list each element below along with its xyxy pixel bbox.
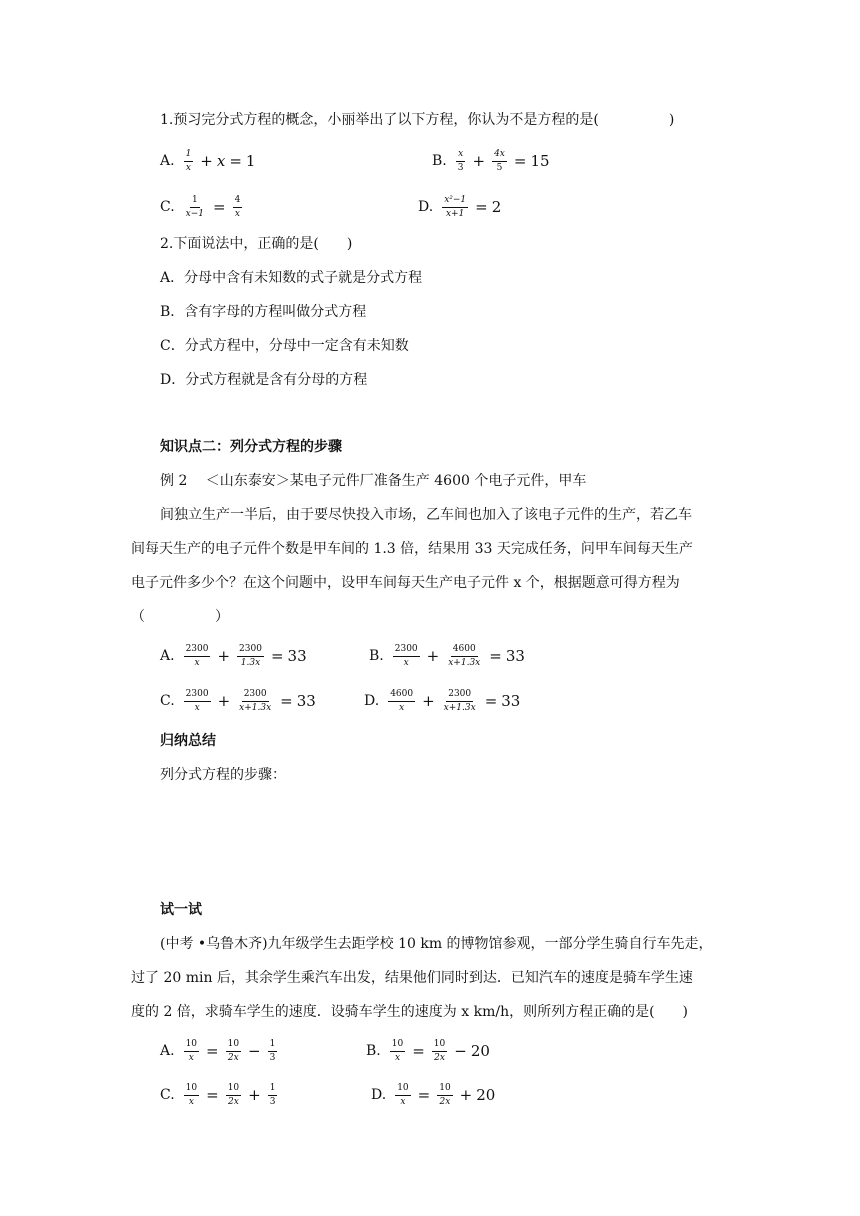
q1-option-c: C. $\frac{1}{x-1}$ = $\frac{4}{x}$	[160, 194, 241, 219]
try-option-d: D. $\frac{10}{x}$ = $\frac{10}{2x}$ + 20	[371, 1082, 496, 1107]
section-2-heading: 知识点二：列分式方程的步骤	[160, 439, 342, 455]
try-line-3: 度的 2 倍，求骑车学生的速度．设骑车学生的速度为 x km/h，则所列方程正确的是( )	[131, 1004, 689, 1020]
q1-option-b: B. $\frac{x}{3}$ + $\frac{4x}{5}$ = 15	[432, 148, 550, 173]
try-option-b: B. $\frac{10}{x}$ = $\frac{10}{2x}$ − 20	[366, 1038, 490, 1063]
ex2-option-a: A. $\frac{2300}{x}$ + $\frac{2300}{1.3x}$ = 33	[160, 643, 307, 668]
try-option-c: C. $\frac{10}{x}$ = $\frac{10}{2x}$ + $\frac{1}{3}$	[160, 1082, 276, 1107]
q1-option-a: A. $\frac{1}{x}$ + x = 1	[160, 148, 256, 173]
try-line-2: 过了 20 min 后，其余学生乘汽车出发，结果他们同时到达．已知汽车的速度是骑车学生速	[131, 970, 693, 986]
example-2-line-2: 间独立生产一半后，由于要尽快投入市场，乙车间也加入了该电子元件的生产，若乙车	[160, 507, 692, 523]
try-line-1: (中考 •乌鲁木齐)九年级学生去距学校 10 km 的博物馆参观，一部分学生骑自行车先走，	[160, 936, 713, 952]
try-heading: 试一试	[160, 902, 202, 918]
question-2-text: 2.下面说法中，正确的是( )	[160, 236, 353, 252]
ex2-option-d: D. $\frac{4600}{x}$ + $\frac{2300}{x+1.3x}$ = 33	[364, 688, 521, 713]
ex2-option-c: C. $\frac{2300}{x}$ + $\frac{2300}{x+1.3x}$ = 33	[160, 688, 316, 713]
try-option-a: A. $\frac{10}{x}$ = $\frac{10}{2x}$ − $\frac{1}{3}$	[160, 1038, 276, 1063]
ex2-option-b: B. $\frac{2300}{x}$ + $\frac{4600}{x+1.3x}$ = 33	[369, 643, 525, 668]
q2-option-d: D．分式方程就是含有分母的方程	[160, 372, 368, 388]
question-1-text: 1.预习完分式方程的概念，小丽举出了以下方程，你认为不是方程的是( )	[160, 112, 675, 128]
example-2-line-5: （ ）	[131, 609, 229, 625]
q2-option-b: B．含有字母的方程叫做分式方程	[160, 304, 367, 320]
example-2-line-1: 例 2 ＜山东泰安＞某电子元件厂准备生产 4600 个电子元件，甲车	[160, 473, 587, 489]
q2-option-c: C．分式方程中，分母中一定含有未知数	[160, 338, 409, 354]
example-2-line-3: 间每天生产的电子元件个数是甲车间的 1.3 倍，结果用 33 天完成任务，问甲车间每天生产	[131, 541, 693, 557]
q1-option-d: D. $\frac{\text{x²−1}}{x+1}$ = 2	[418, 194, 502, 219]
summary-heading: 归纳总结	[160, 733, 216, 749]
summary-text: 列分式方程的步骤：	[160, 767, 286, 783]
example-2-line-4: 电子元件多少个？在这个问题中，设甲车间每天生产电子元件 x 个，根据题意可得方程为	[131, 575, 680, 591]
q2-option-a: A．分母中含有未知数的式子就是分式方程	[160, 270, 423, 286]
